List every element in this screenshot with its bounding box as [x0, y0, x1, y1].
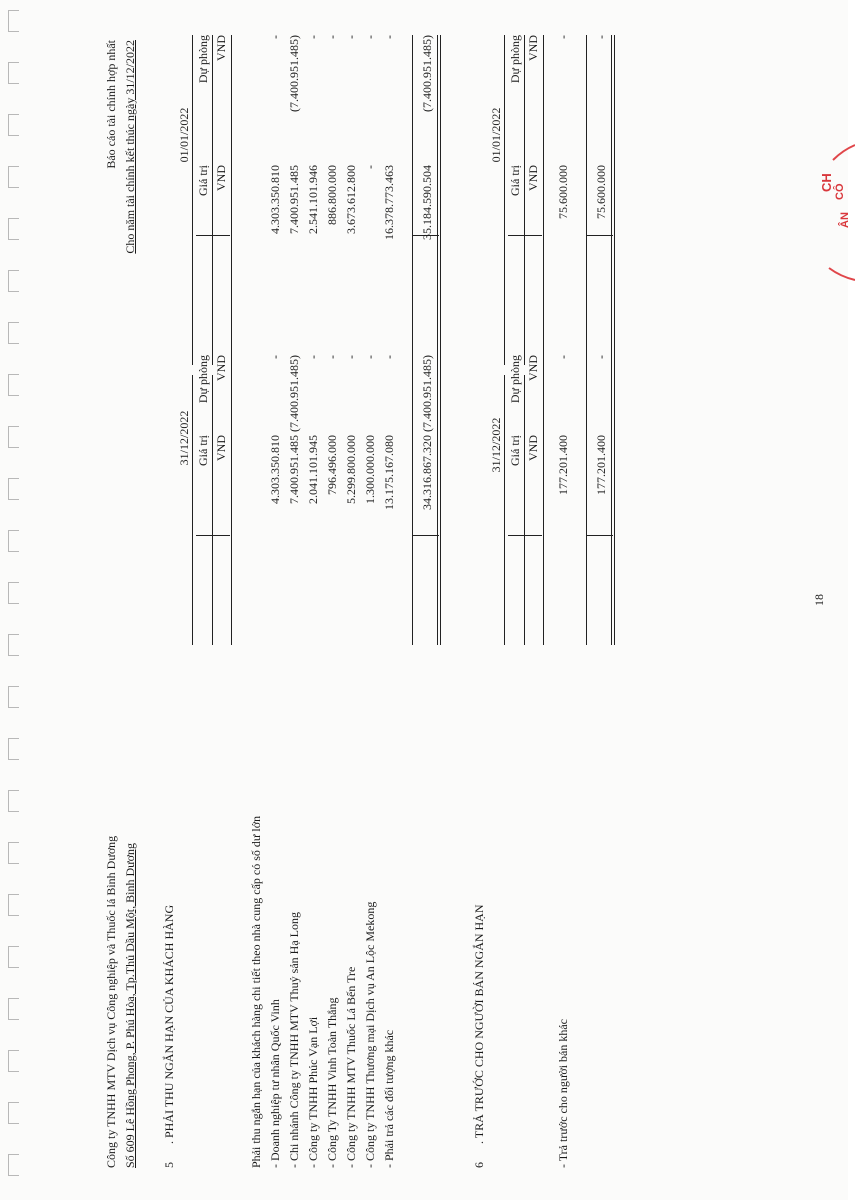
row-provision-2: - — [363, 35, 377, 39]
row-value-2: 3.673.612.800 — [344, 165, 358, 234]
section5-number: 5 — [162, 1162, 176, 1168]
total-provision-2: - — [594, 35, 608, 39]
row-provision-2: - — [556, 35, 570, 39]
svg-text:CÔ: CÔ — [834, 183, 846, 200]
total-provision-1: (7.400.951.485) — [420, 355, 434, 432]
s6-period2-header: 01/01/2022 — [489, 107, 503, 163]
company-name: Công ty TNHH MTV Dịch vụ Công nghiệp và Thuốc lá Bình Dương — [104, 835, 118, 1168]
total-value-1: 177.201.400 — [594, 435, 608, 495]
row-provision-2: - — [344, 35, 358, 39]
row-value-1: 177.201.400 — [556, 435, 570, 495]
row-provision-2: (7.400.951.485) — [287, 35, 301, 112]
row-value-2: 4.303.350.810 — [268, 165, 282, 234]
s6-col-value-2: Giá trị — [508, 165, 522, 196]
s5-unit-2: VND — [214, 355, 228, 381]
s6-unit-1: VND — [526, 435, 540, 461]
row-value-1: 1.300.000.000 — [363, 435, 377, 504]
svg-text:CH: CH — [819, 173, 834, 192]
row-label: - Trả trước cho người bán khác — [556, 1018, 570, 1168]
row-provision-1: (7.400.951.485) — [287, 355, 301, 432]
section6-number: 6 — [472, 1162, 486, 1168]
svg-text:ÂN: ÂN — [839, 212, 851, 228]
row-provision-1: - — [363, 355, 377, 359]
total-value-2: 75.600.000 — [594, 165, 608, 219]
s5-unit-4: VND — [214, 35, 228, 61]
total-value-2: 35.184.590.504 — [420, 165, 434, 240]
row-label: - Doanh nghiệp tư nhân Quốc Vinh — [268, 999, 282, 1168]
row-provision-1: - — [325, 355, 339, 359]
row-value-2: - — [363, 165, 377, 169]
s5-unit-3: VND — [214, 165, 228, 191]
s5-col-provision-1: Dự phòng — [196, 355, 210, 404]
row-provision-2: - — [268, 35, 282, 39]
row-label: - Công ty TNHH MTV Thuốc Lá Bến Tre — [344, 966, 358, 1168]
s5-period1-header: 31/12/2022 — [177, 410, 191, 466]
row-label: - Công ty TNHH Thương mại Dịch vụ An Lộc Mekong — [363, 901, 377, 1168]
total-provision-2: (7.400.951.485) — [420, 35, 434, 112]
row-label: - Phải trả các đối tượng khác — [382, 1029, 396, 1168]
section5-title: . PHẢI THU NGẮN HẠN CỦA KHÁCH HÀNG — [162, 904, 176, 1144]
s6-col-provision-1: Dự phòng — [508, 355, 522, 404]
row-provision-2: - — [382, 35, 396, 39]
row-value-1: 796.496.000 — [325, 435, 339, 495]
row-value-2: 75.600.000 — [556, 165, 570, 219]
s5-intro: Phải thu ngắn hạn của khách hàng chi tiết theo nhà cung cấp có số dư lớn — [249, 815, 263, 1168]
row-provision-1: - — [268, 355, 282, 359]
s6-unit-3: VND — [526, 165, 540, 191]
s5-col-provision-2: Dự phòng — [196, 35, 210, 84]
total-provision-1: - — [594, 355, 608, 359]
row-provision-2: - — [306, 35, 320, 39]
company-address: Số 609 Lê Hồng Phong, P. Phú Hòa, Tp.Thủ Dầu Một, Bình Dương — [123, 843, 137, 1168]
row-provision-1: - — [306, 355, 320, 359]
row-provision-2: - — [325, 35, 339, 39]
s5-period2-header: 01/01/2022 — [177, 107, 191, 163]
report-title: Báo cáo tài chính hợp nhất — [104, 40, 118, 169]
row-value-1: 5.299.800.000 — [344, 435, 358, 504]
row-label: - Chi nhánh Công ty TNHH MTV Thuỷ sản Hạ Long — [287, 912, 301, 1168]
report-period: Cho năm tài chính kết thúc ngày 31/12/2022 — [123, 40, 137, 254]
s6-unit-4: VND — [526, 35, 540, 61]
row-value-1: 4.303.350.810 — [268, 435, 282, 504]
row-value-1: 13.175.167.080 — [382, 435, 396, 510]
row-provision-1: - — [382, 355, 396, 359]
s5-col-value-1: Giá trị — [196, 435, 210, 466]
row-value-1: 7.400.951.485 — [287, 435, 301, 504]
row-provision-1: - — [556, 355, 570, 359]
section6-title: . TRẢ TRƯỚC CHO NGƯỜI BÁN NGẮN HẠN — [472, 904, 486, 1144]
page-number: 18 — [812, 594, 826, 606]
s5-col-value-2: Giá trị — [196, 165, 210, 196]
s6-col-provision-2: Dự phòng — [508, 35, 522, 84]
row-value-2: 886.800.000 — [325, 165, 339, 225]
s5-unit-1: VND — [214, 435, 228, 461]
total-value-1: 34.316.867.320 — [420, 435, 434, 510]
row-label: - Công ty TNHH Phúc Vạn Lợi — [306, 1016, 320, 1168]
row-value-2: 7.400.951.485 — [287, 165, 301, 234]
s6-unit-2: VND — [526, 355, 540, 381]
row-value-1: 2.041.101.945 — [306, 435, 320, 504]
row-value-2: 2.541.101.946 — [306, 165, 320, 234]
s6-col-value-1: Giá trị — [508, 435, 522, 466]
row-label: - Công Ty TNHH Vinh Toàn Thắng — [325, 997, 339, 1168]
s6-period1-header: 31/12/2022 — [489, 417, 503, 473]
row-value-2: 16.378.773.463 — [382, 165, 396, 240]
row-provision-1: - — [344, 355, 358, 359]
